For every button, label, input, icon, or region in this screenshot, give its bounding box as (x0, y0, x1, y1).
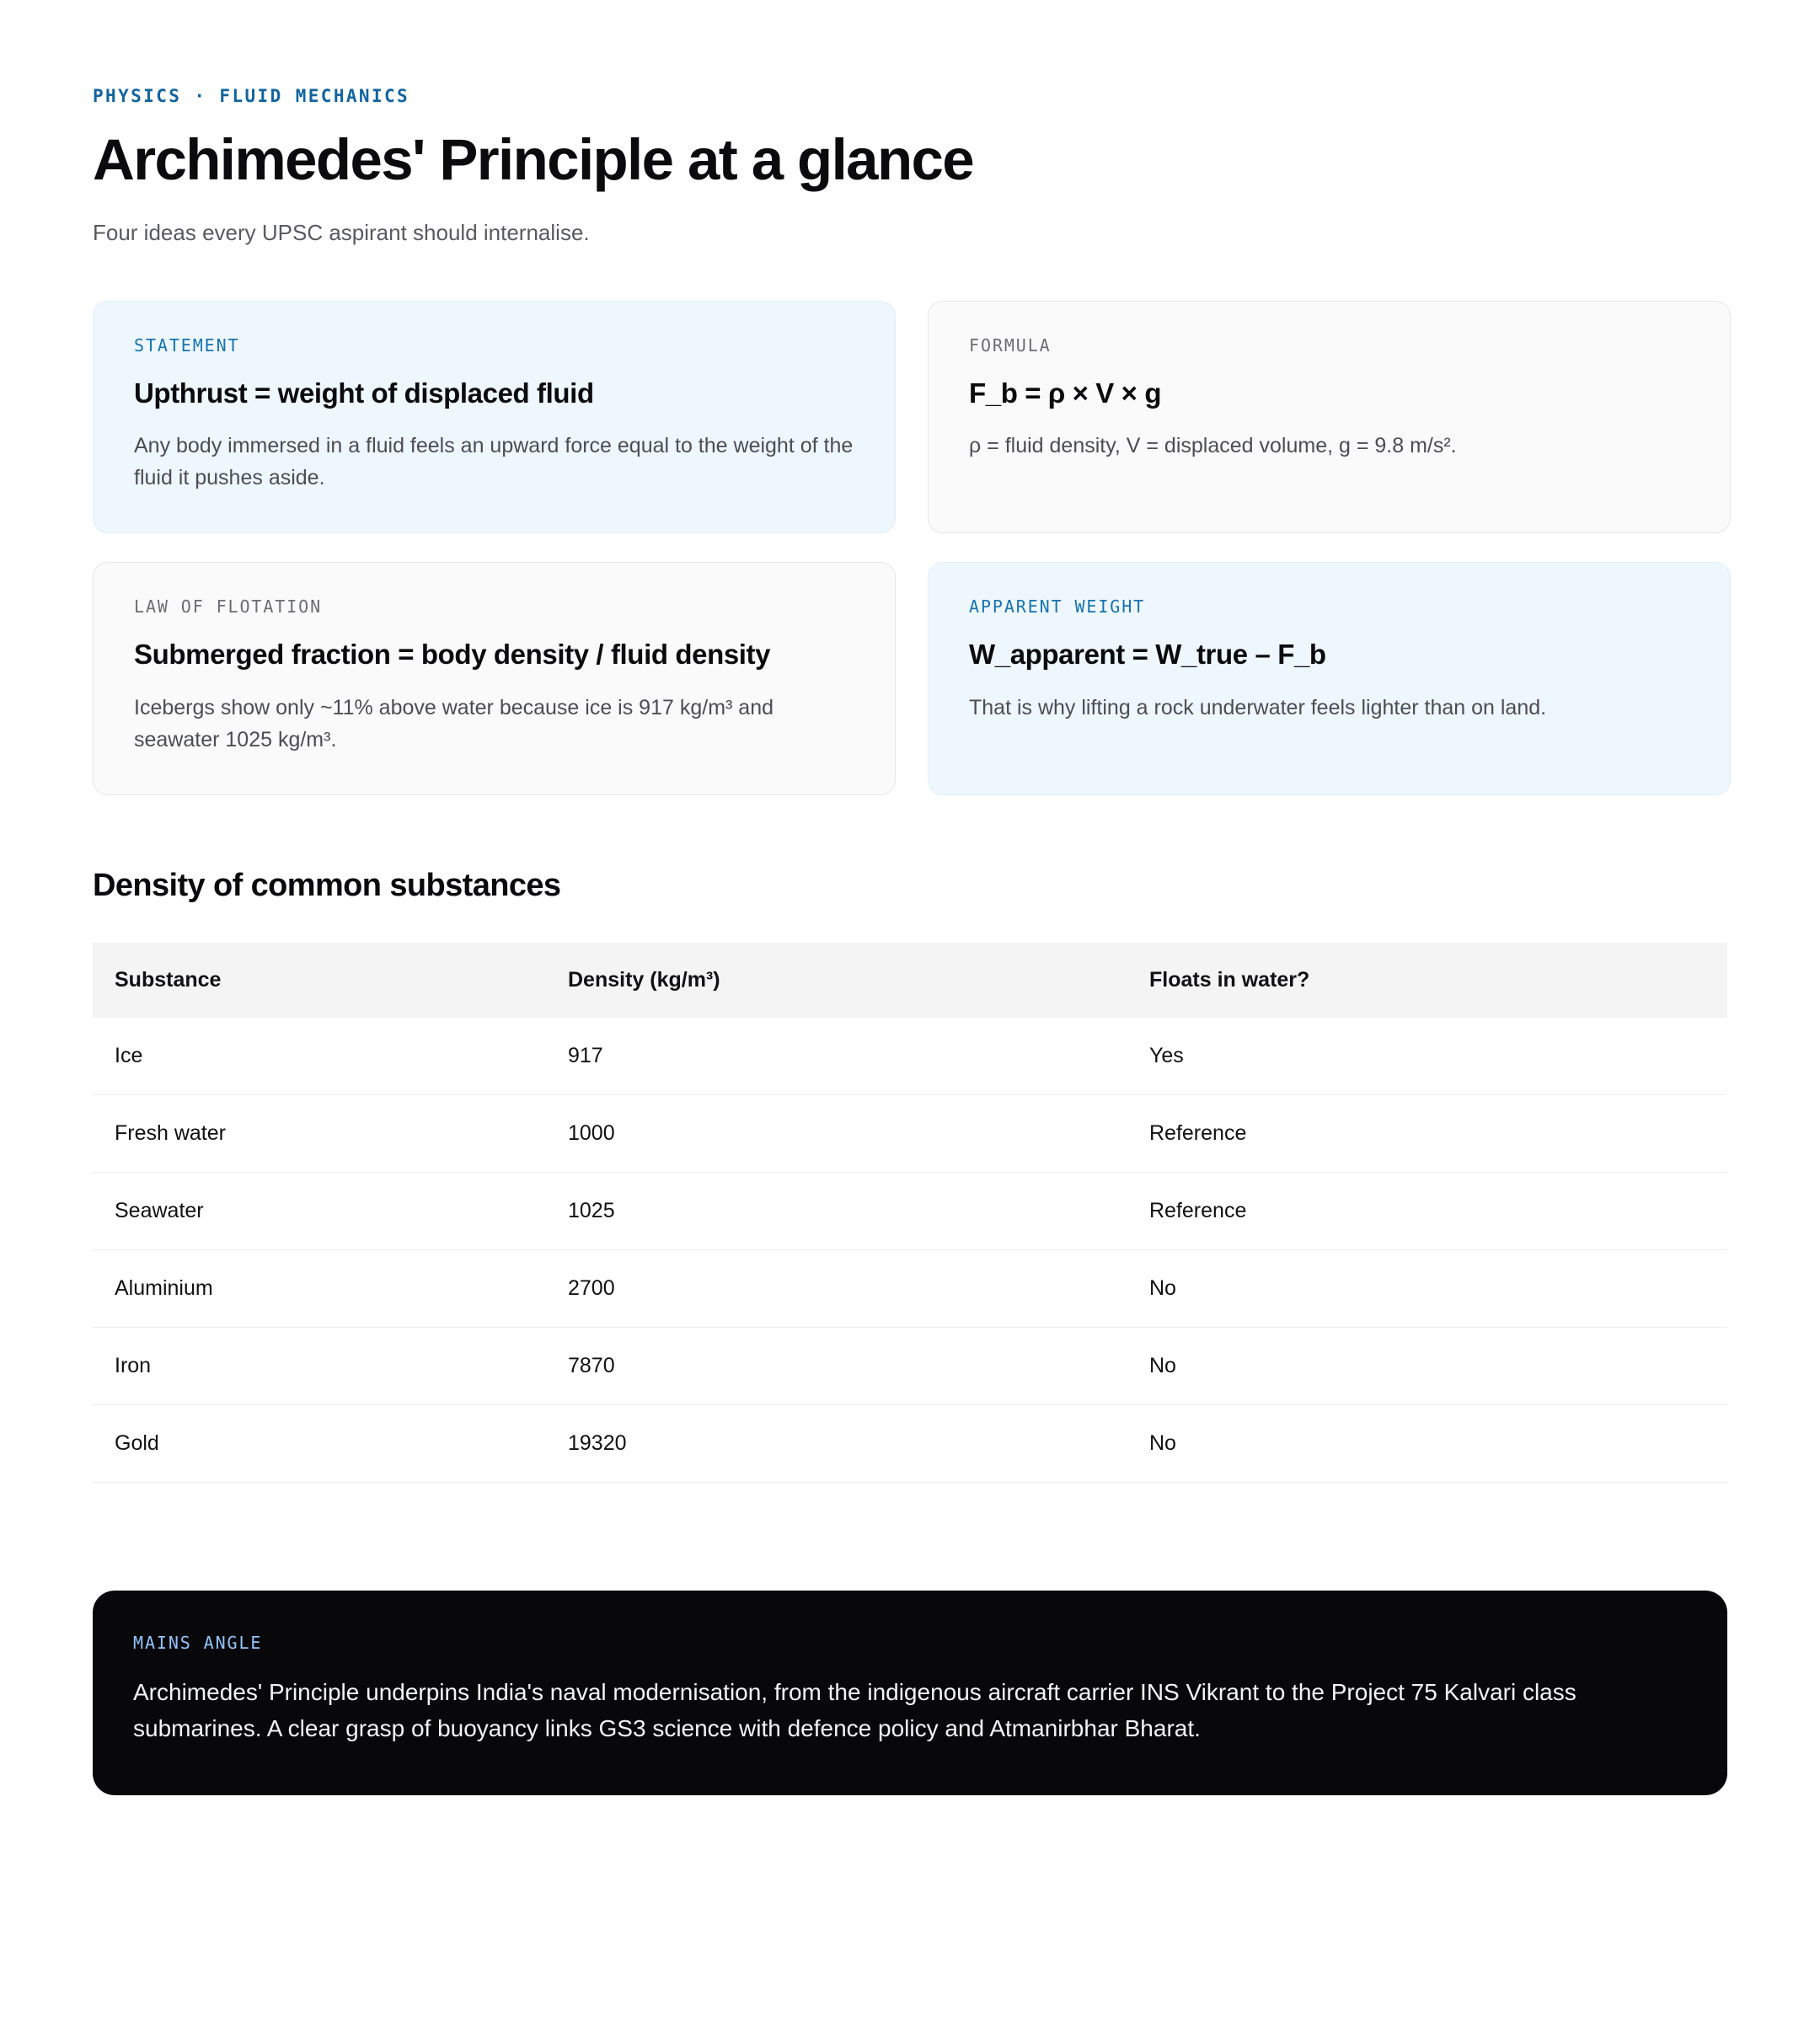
page-title: Archimedes' Principle at a glance (93, 127, 974, 192)
cell-floats: Reference (1127, 1173, 1727, 1250)
cell-floats: No (1127, 1328, 1727, 1405)
table-row (93, 1250, 1727, 1328)
cell-substance: Seawater (93, 1173, 546, 1250)
cell-substance: Iron (93, 1328, 546, 1405)
table-header-row (93, 943, 1727, 1018)
cell-floats: Yes (1127, 1018, 1727, 1095)
card-kicker: LAW OF FLOTATION (134, 596, 323, 618)
table-row (93, 1328, 1727, 1405)
concept-card-grid (93, 301, 1727, 795)
table-header (93, 943, 1727, 1018)
card-headline: W_apparent = W_true – F_b (969, 639, 1326, 671)
cell-floats: No (1127, 1250, 1727, 1328)
card-body: That is why lifting a rock underwater feels lighter than on land. (969, 696, 1547, 719)
concept-card-law-of-flotation (93, 562, 896, 795)
cell-density: 917 (546, 1018, 1127, 1095)
callout-kicker: MAINS ANGLE (133, 1633, 263, 1653)
concept-card-apparent-weight (928, 562, 1731, 795)
cell-density: 19320 (546, 1405, 1127, 1483)
table-body (93, 1018, 1727, 1483)
cell-substance: Gold (93, 1405, 546, 1483)
cell-substance: Fresh water (93, 1095, 546, 1173)
page-header (93, 0, 1727, 248)
mains-angle-callout (93, 1591, 1727, 1795)
cell-substance: Ice (93, 1018, 546, 1095)
table-row (93, 1173, 1727, 1250)
cell-density: 2700 (546, 1250, 1127, 1328)
column-header-density: Density (kg/m³) (546, 943, 1127, 1018)
card-body: ρ = fluid density, V = displaced volume, g = 9.8 m/s². (969, 434, 1457, 458)
cell-floats: Reference (1127, 1095, 1727, 1173)
concept-card-statement (93, 301, 896, 534)
card-body: Icebergs show only ~11% above water because ice is 917 kg/m³ and seawater 1025 kg/m³. (134, 696, 774, 751)
table-row (93, 1095, 1727, 1173)
density-table (93, 943, 1727, 1483)
column-header-substance: Substance (93, 943, 546, 1018)
cell-density: 1000 (546, 1095, 1127, 1173)
card-kicker: FORMULA (969, 334, 1052, 356)
breadcrumb-eyebrow: PHYSICS · FLUID MECHANICS (93, 86, 410, 106)
cell-density: 1025 (546, 1173, 1127, 1250)
table-row (93, 1018, 1727, 1095)
page-subtitle: Four ideas every UPSC aspirant should internalise. (93, 219, 590, 245)
card-headline: Upthrust = weight of displaced fluid (134, 377, 594, 409)
cell-floats: No (1127, 1405, 1727, 1483)
section-title-density: Density of common substances (93, 868, 561, 903)
cell-density: 7870 (546, 1328, 1127, 1405)
cell-substance: Aluminium (93, 1250, 546, 1328)
concept-card-formula (928, 301, 1731, 534)
card-headline: F_b = ρ × V × g (969, 377, 1162, 409)
card-kicker: STATEMENT (134, 334, 240, 356)
card-kicker: APPARENT WEIGHT (969, 596, 1146, 618)
column-header-floats: Floats in water? (1127, 943, 1727, 1018)
table-row (93, 1405, 1727, 1483)
callout-body: Archimedes' Principle underpins India's naval modernisation, from the indigenous aircraft carrier INS Vikrant to the Project 75 Kalvari class submarines. A clear grasp of buoyancy links GS3 science with defence policy and Atmanirbhar Bharat. (133, 1679, 1576, 1741)
card-body: Any body immersed in a fluid feels an upward force equal to the weight of the fluid it pushes aside. (134, 434, 854, 490)
card-headline: Submerged fraction = body density / fluid density (134, 639, 771, 671)
